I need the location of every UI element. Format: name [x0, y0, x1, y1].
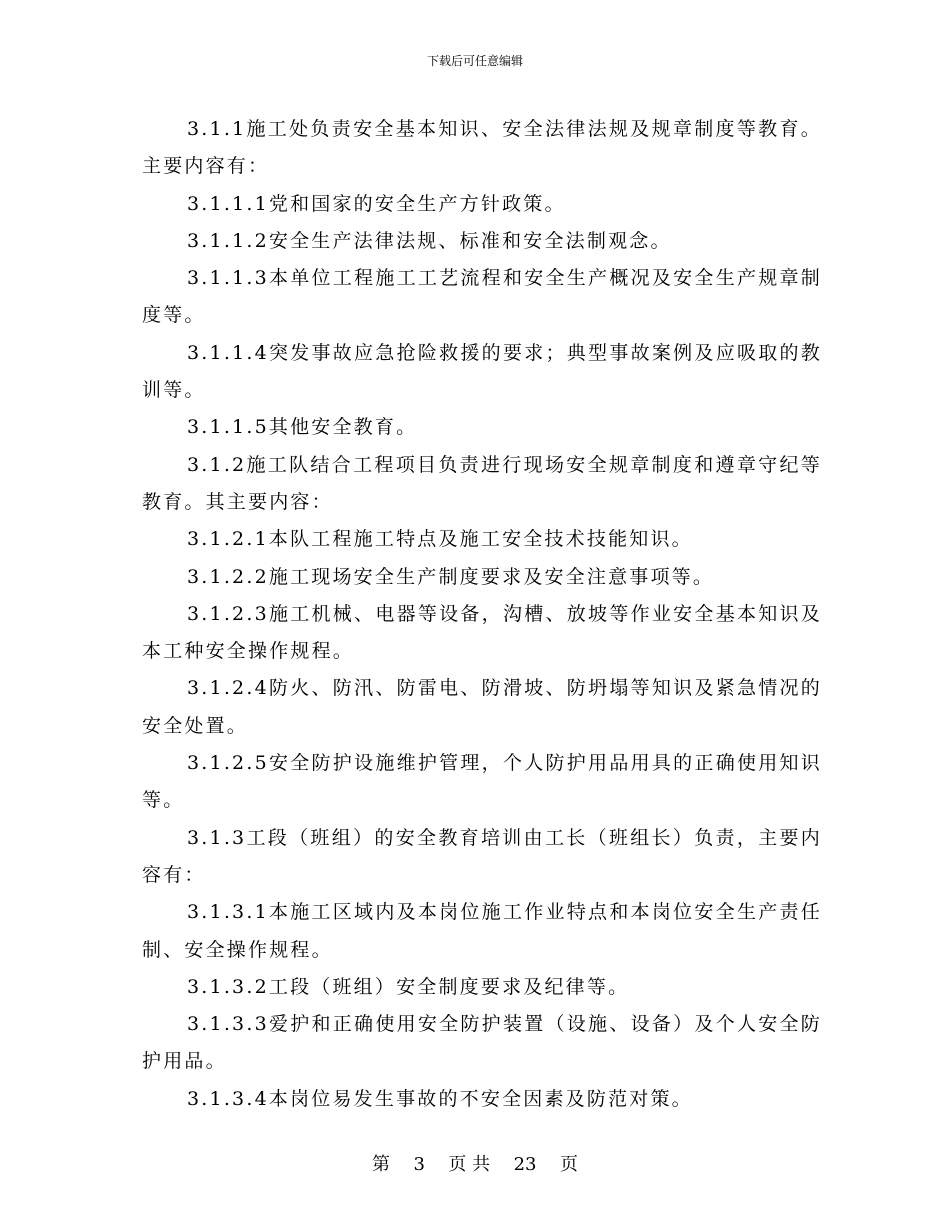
- paragraph: 3.1.1.5其他安全教育。: [187, 416, 418, 439]
- paragraph: 3.1.1.2安全生产法律法规、标准和安全法制观念。: [187, 229, 672, 252]
- paragraph: 3.1.2.5安全防护设施维护管理，个人防护用品用具的正确使用知识等。: [142, 752, 822, 812]
- footer-total-pages: 23: [513, 1154, 537, 1175]
- paragraph: 3.1.2.4防火、防汛、防雷电、防滑坡、防坍塌等知识及紧急情况的安全处置。: [142, 677, 822, 737]
- footer-middle: 页 共: [448, 1154, 491, 1175]
- paragraph: 3.1.3工段（班组）的安全教育培训由工长（班组长）负责，主要内容有：: [142, 826, 822, 886]
- footer-page-number: 3: [413, 1154, 425, 1175]
- paragraph: 3.1.2.3施工机械、电器等设备，沟槽、放坡等作业安全基本知识及本工种安全操作规程。: [142, 602, 822, 663]
- paragraph: 3.1.3.1本施工区域内及本岗位施工作业特点和本岗位安全生产责任制、安全操作规程。: [142, 901, 822, 961]
- paragraph: 3.1.2施工队结合工程项目负责进行现场安全规章制度和遵章守纪等教育。其主要内容：: [142, 453, 822, 513]
- paragraph: 3.1.3.3爱护和正确使用安全防护装置（设施、设备）及个人安全防护用品。: [142, 1013, 822, 1073]
- paragraph: 3.1.1.3本单位工程施工工艺流程和安全生产概况及安全生产规章制度等。: [142, 267, 822, 327]
- page-header: 下载后可任意编辑: [426, 54, 523, 68]
- footer-prefix: 第: [372, 1154, 391, 1175]
- document-body: [142, 111, 822, 1118]
- paragraph: 3.1.1.4突发事故应急抢险救援的要求；典型事故案例及应吸取的教训等。: [142, 341, 822, 402]
- paragraph: 3.1.1施工处负责安全基本知识、安全法律法规及规章制度等教育。主要内容有：: [142, 118, 822, 178]
- paragraph: 3.1.2.1本队工程施工特点及施工安全技术技能知识。: [187, 528, 693, 551]
- paragraph: 3.1.1.1党和国家的安全生产方针政策。: [187, 192, 566, 215]
- paragraph: 3.1.2.2施工现场安全生产制度要求及安全注意事项等。: [187, 565, 715, 588]
- page-footer: [0, 1153, 950, 1177]
- paragraph: 3.1.3.4本岗位易发生事故的不安全因素及防范对策。: [187, 1087, 693, 1110]
- paragraph: 3.1.3.2工段（班组）安全制度要求及纪律等。: [187, 975, 630, 998]
- footer-suffix: 页: [559, 1154, 578, 1175]
